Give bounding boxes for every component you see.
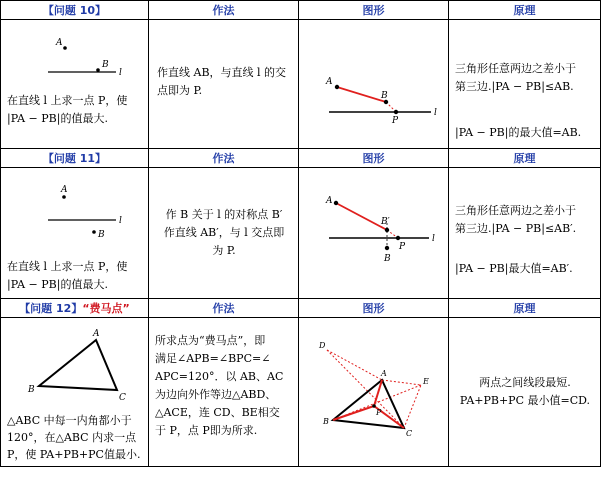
problem-12-number: 【问题 12】 bbox=[19, 302, 83, 315]
label-p: P bbox=[399, 242, 406, 252]
problem-12-statement-cell bbox=[1, 318, 149, 467]
triangle-abd bbox=[327, 350, 382, 420]
problem-10-figure-cell bbox=[299, 20, 449, 149]
statement-line-2: |PA − PB|的值最大. bbox=[7, 278, 108, 291]
point-a bbox=[335, 85, 339, 89]
problem-11-method-cell bbox=[149, 168, 299, 299]
problem-12-principle-cell bbox=[449, 318, 601, 467]
figure-header: 图形 bbox=[299, 1, 449, 20]
method-line-3: 为 P. bbox=[212, 244, 236, 257]
label-l: l bbox=[432, 234, 435, 244]
principle-line-3: |PA − PB|最大值=AB′. bbox=[455, 262, 573, 275]
label-b: B bbox=[98, 230, 105, 240]
label-b: B bbox=[384, 254, 391, 264]
problem-12-method-cell bbox=[149, 318, 299, 467]
problem-11-principle bbox=[455, 202, 597, 238]
label-b: B bbox=[102, 60, 109, 70]
problem-10-principle-cell bbox=[449, 20, 601, 149]
statement-line-2: 120°，在△ABC 内求一点 bbox=[7, 431, 137, 444]
statement-line-1: 在直线 l 上求一点 P，使 bbox=[7, 260, 128, 273]
method-header: 作法 bbox=[149, 1, 299, 20]
problem-10-header: 【问题 10】 bbox=[1, 1, 149, 20]
segment-pb bbox=[333, 406, 374, 420]
label-a: A bbox=[61, 185, 68, 195]
problem-10-statement bbox=[7, 92, 147, 128]
label-a: A bbox=[93, 329, 100, 339]
figure-header: 图形 bbox=[299, 299, 449, 318]
problem-10-method bbox=[157, 64, 293, 100]
fermat-point-title: “费马点” bbox=[82, 302, 130, 315]
principle-line-1: 三角形任意两边之差小于 bbox=[455, 204, 576, 217]
point-a bbox=[62, 195, 66, 199]
label-l: l bbox=[119, 216, 122, 226]
point-b bbox=[96, 68, 100, 72]
header-row-12 bbox=[1, 299, 601, 318]
label-b: B bbox=[28, 385, 35, 395]
header-row-10 bbox=[1, 1, 601, 20]
label-b: B bbox=[381, 91, 388, 101]
segment-ab-prime bbox=[336, 203, 387, 230]
header-row-11 bbox=[1, 149, 601, 168]
statement-line-1: △ABC 中每一内角都小于 bbox=[7, 414, 132, 427]
problem-12-row bbox=[1, 318, 601, 467]
point-p bbox=[394, 110, 398, 114]
method-line-2: 满足∠APB=∠BPC=∠ bbox=[155, 352, 271, 365]
problem-10-row bbox=[1, 20, 601, 149]
method-line-4: 为边向外作等边△ABD、 bbox=[155, 388, 277, 401]
principle-line-1: 三角形任意两边之差小于 bbox=[455, 62, 576, 75]
statement-line-2: |PA − PB|的值最大. bbox=[7, 112, 108, 125]
problem-11-method bbox=[153, 206, 295, 260]
method-line-2: 点即为 P. bbox=[157, 84, 203, 97]
problem-12-figure-cell bbox=[299, 318, 449, 467]
method-line-1: 所求点为“费马点”，即 bbox=[155, 334, 266, 347]
problem-10-figure bbox=[299, 20, 449, 148]
point-a bbox=[63, 46, 67, 50]
problem-12-header bbox=[1, 299, 149, 318]
problem-10-principle bbox=[455, 60, 597, 96]
method-line-2: 作直线 AB′，与 l 交点即 bbox=[163, 226, 285, 239]
principle-line-2: 第三边.|PA − PB|≤AB′. bbox=[455, 222, 577, 235]
method-line-1: 作 B 关于 l 的对称点 B′ bbox=[165, 208, 283, 221]
point-p bbox=[396, 236, 400, 240]
problem-10-method-cell bbox=[149, 20, 299, 149]
statement-line-1: 在直线 l 上求一点 P，使 bbox=[7, 94, 128, 107]
principle-line-2: PA+PB+PC 最小值=CD. bbox=[459, 394, 591, 407]
label-l: l bbox=[434, 108, 437, 118]
principle-line-2: 第三边.|PA − PB|≤AB. bbox=[455, 80, 574, 93]
label-p: P bbox=[376, 408, 382, 417]
problem-12-principle bbox=[453, 374, 597, 410]
point-b bbox=[92, 230, 96, 234]
label-a: A bbox=[326, 77, 333, 87]
problem-11-row bbox=[1, 168, 601, 299]
point-a bbox=[334, 201, 338, 205]
problem-12-method bbox=[155, 332, 295, 440]
label-e: E bbox=[423, 377, 429, 386]
label-p: P bbox=[392, 116, 399, 126]
label-l: l bbox=[119, 68, 122, 78]
triangle-abc bbox=[39, 340, 117, 390]
problem-11-statement bbox=[7, 258, 147, 294]
method-line-3: APC=120°．以 AB、AC bbox=[155, 370, 284, 383]
point-b-prime bbox=[385, 228, 389, 232]
method-line-6: 于 P，点 P即为所求. bbox=[155, 424, 258, 437]
principle-header: 原理 bbox=[449, 299, 601, 318]
point-b bbox=[385, 246, 389, 250]
principle-line-1: 两点之间线段最短. bbox=[479, 376, 571, 389]
principle-header: 原理 bbox=[449, 149, 601, 168]
principle-header: 原理 bbox=[449, 1, 601, 20]
label-b: B bbox=[323, 417, 329, 426]
segment-ab bbox=[337, 87, 386, 102]
problem-11-figure bbox=[299, 168, 449, 298]
problem-11-figure-cell bbox=[299, 168, 449, 299]
method-header: 作法 bbox=[149, 299, 299, 318]
problem-12-statement bbox=[7, 412, 147, 463]
statement-line-3: P，使 PA+PB+PC值最小. bbox=[7, 448, 141, 461]
problem-12-figure bbox=[299, 318, 449, 466]
problem-11-header: 【问题 11】 bbox=[1, 149, 149, 168]
problem-10-statement-cell bbox=[1, 20, 149, 149]
problem-11-principle-cell bbox=[449, 168, 601, 299]
label-c: C bbox=[406, 429, 413, 438]
label-a: A bbox=[381, 369, 387, 378]
label-d: D bbox=[319, 341, 326, 350]
label-a: A bbox=[326, 196, 333, 206]
figure-header: 图形 bbox=[299, 149, 449, 168]
label-b-prime: B′ bbox=[381, 217, 390, 227]
principle-line-3: |PA − PB|的最大值=AB. bbox=[455, 126, 582, 139]
method-line-5: △ACE，连 CD、BE相交 bbox=[155, 406, 280, 419]
method-line-1: 作直线 AB，与直线 l 的交 bbox=[157, 66, 287, 79]
problem-10-sketch bbox=[1, 20, 149, 148]
method-header: 作法 bbox=[149, 149, 299, 168]
label-a: A bbox=[56, 38, 63, 48]
label-c: C bbox=[119, 393, 126, 403]
problem-11-statement-cell bbox=[1, 168, 149, 299]
